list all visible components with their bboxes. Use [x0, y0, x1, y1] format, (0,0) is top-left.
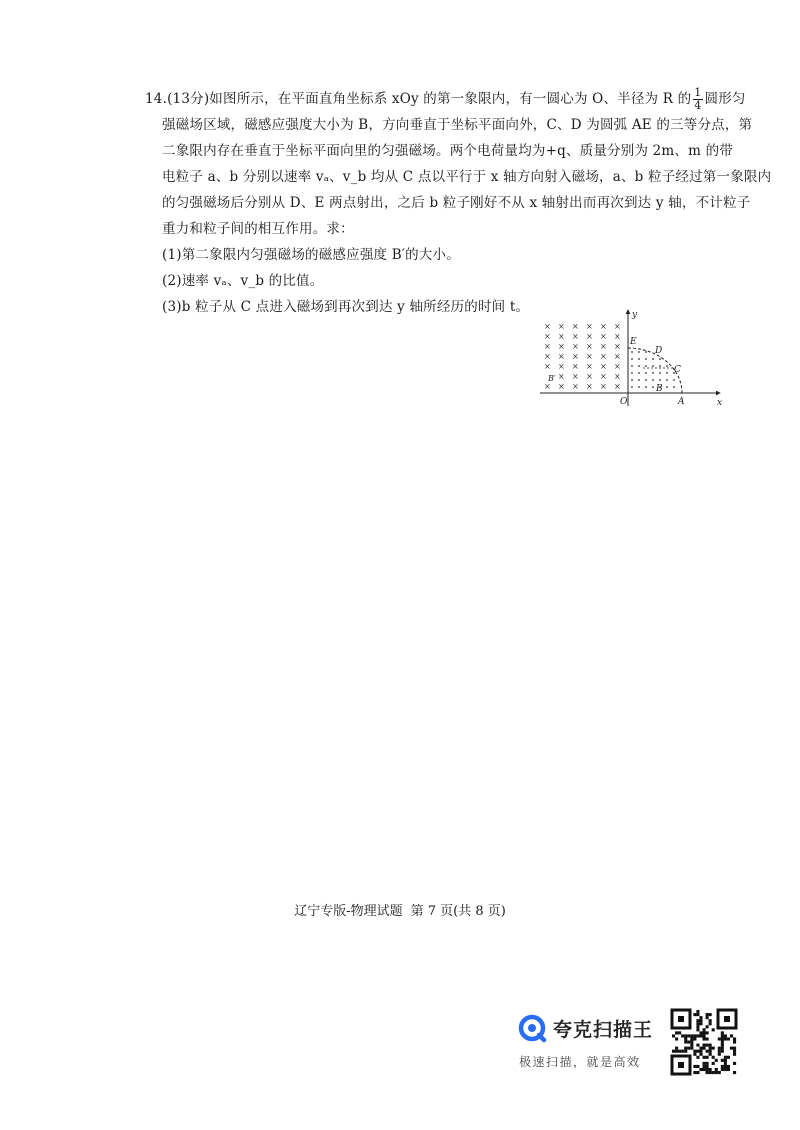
question-line-1: [145, 86, 746, 112]
qr-module: [718, 1050, 721, 1053]
question-part-3: (3)b 粒子从 C 点进入磁场到再次到达 y 轴所经历的时间 t。: [162, 299, 530, 315]
qr-module: [706, 1031, 709, 1034]
label-d: D: [655, 346, 663, 356]
qr-module: [721, 1059, 724, 1062]
qr-module: [733, 1071, 736, 1074]
field-dot-mark: [659, 365, 661, 367]
qr-module: [684, 1034, 687, 1037]
field-cross-mark: ×: [614, 322, 621, 331]
qr-module: [693, 1071, 696, 1074]
qr-module: [699, 1034, 702, 1037]
qr-module: [718, 1053, 721, 1056]
qr-module: [730, 1034, 733, 1037]
field-dot-mark: [652, 372, 654, 374]
field-dot-mark: [638, 351, 640, 353]
qr-module: [733, 1041, 736, 1044]
qr-module: [730, 1047, 733, 1050]
qr-module: [727, 1056, 730, 1059]
field-cross-mark: ×: [558, 342, 565, 351]
qr-module: [721, 1044, 724, 1047]
field-cross-mark: ×: [600, 332, 607, 341]
label-b-prime: B′: [548, 374, 556, 383]
qr-module: [696, 1028, 699, 1031]
qr-module: [706, 1044, 709, 1047]
field-dot-mark: [631, 379, 633, 381]
question-line-5: 的匀强磁场后分别从 D、E 两点射出，之后 b 粒子刚好不从 x 轴射出而再次到达 y 轴，不计粒子: [162, 195, 751, 211]
qr-module: [678, 1050, 681, 1053]
question-part-2: (2)速率 vₐ、v_b 的比值。: [162, 273, 324, 289]
label-b: B: [656, 384, 663, 394]
footer-subject: 辽宁专版-物理试题: [294, 904, 403, 919]
qr-module: [696, 1071, 699, 1074]
fraction-denominator: 4: [694, 99, 702, 112]
field-cross-mark: ×: [586, 342, 593, 351]
qr-module: [706, 1016, 709, 1019]
qr-module: [733, 1053, 736, 1056]
qr-code-icon: [670, 1008, 738, 1076]
label-x: x: [717, 398, 723, 408]
field-dot-mark: [666, 372, 668, 374]
qr-module: [706, 1062, 709, 1065]
qr-module: [681, 1034, 684, 1037]
field-dot-mark: [645, 351, 647, 353]
field-cross-mark: ×: [572, 332, 579, 341]
field-dot-mark: [673, 386, 675, 388]
qr-module: [721, 1050, 724, 1053]
qr-module: [703, 1044, 706, 1047]
qr-module: [690, 1041, 693, 1044]
field-cross-mark: ×: [558, 352, 565, 361]
field-cross-mark: ×: [558, 332, 565, 341]
field-cross-mark: ×: [614, 352, 621, 361]
field-cross-mark: ×: [614, 342, 621, 351]
field-dot-mark: [659, 372, 661, 374]
question-score: (13分): [167, 91, 210, 107]
magnetic-field-figure: [538, 306, 728, 410]
qr-module: [681, 1050, 684, 1053]
field-cross-mark: ×: [558, 372, 565, 381]
qr-module: [687, 1047, 690, 1050]
qr-module: [699, 1053, 702, 1056]
label-e: E: [630, 337, 637, 347]
field-dot-mark: [638, 372, 640, 374]
field-cross-mark: ×: [572, 362, 579, 371]
qr-module: [709, 1047, 712, 1050]
field-dot-mark: [652, 379, 654, 381]
field-dot-mark: [659, 379, 661, 381]
qr-module: [696, 1019, 699, 1022]
field-dot-mark: [631, 351, 633, 353]
qr-module: [703, 1056, 706, 1059]
field-dot-mark: [631, 372, 633, 374]
qr-module: [696, 1050, 699, 1053]
qr-module: [709, 1044, 712, 1047]
qr-module: [696, 1065, 699, 1068]
qr-module: [693, 1037, 696, 1040]
field-dot-mark: [652, 358, 654, 360]
qr-module: [715, 1068, 718, 1071]
qr-module: [675, 1031, 678, 1034]
qr-module: [699, 1031, 702, 1034]
field-dot-mark: [631, 358, 633, 360]
qr-module: [696, 1056, 699, 1059]
field-cross-mark: ×: [600, 342, 607, 351]
qr-module: [672, 1034, 675, 1037]
field-dot-mark: [666, 365, 668, 367]
qr-module: [693, 1034, 696, 1037]
question-part-1: (1)第二象限内匀强磁场的磁感应强度 B′的大小。: [162, 247, 460, 263]
field-cross-mark: ×: [544, 382, 551, 391]
qr-module: [693, 1065, 696, 1068]
qr-module: [709, 1071, 712, 1074]
qr-module: [709, 1013, 712, 1016]
qr-module: [696, 1022, 699, 1025]
field-dot-mark: [645, 379, 647, 381]
question-line-6: 重力和粒子间的相互作用。求：: [162, 221, 354, 237]
field-dot-mark: [631, 365, 633, 367]
field-dot-mark: [638, 386, 640, 388]
field-dot-mark: [631, 386, 633, 388]
qr-module: [690, 1034, 693, 1037]
field-cross-mark: ×: [572, 322, 579, 331]
field-cross-mark: ×: [572, 372, 579, 381]
field-dot-mark: [659, 358, 661, 360]
qr-module: [727, 1037, 730, 1040]
question-line-2: 强磁场区域，磁感应强度大小为 B，方向垂直于坐标平面向外，C、D 为圆弧 AE 的三等分点，第: [162, 117, 753, 133]
qr-module: [721, 1068, 724, 1071]
qr-module: [712, 1028, 715, 1031]
qr-module: [703, 1037, 706, 1040]
qr-module: [712, 1071, 715, 1074]
qr-module: [684, 1041, 687, 1044]
field-cross-mark: ×: [558, 322, 565, 331]
brand-name: 夸克扫描王: [553, 1019, 654, 1041]
field-cross-mark: ×: [586, 372, 593, 381]
qr-module: [733, 1062, 736, 1065]
qr-module: [684, 1037, 687, 1040]
qr-module: [690, 1047, 693, 1050]
field-dot-mark: [638, 358, 640, 360]
label-origin: O: [620, 397, 628, 407]
qr-module: [684, 1050, 687, 1053]
field-dot-mark: [673, 379, 675, 381]
field-cross-mark: ×: [544, 352, 551, 361]
qr-module: [687, 1041, 690, 1044]
field-dot-mark: [645, 372, 647, 374]
field-dot-mark: [666, 386, 668, 388]
qr-module: [712, 1056, 715, 1059]
field-cross-mark: ×: [572, 342, 579, 351]
qr-module: [709, 1068, 712, 1071]
qr-module: [703, 1034, 706, 1037]
fraction-numerator: 1: [694, 86, 702, 99]
field-cross-mark: ×: [600, 352, 607, 361]
qr-module: [675, 1050, 678, 1053]
qr-module: [709, 1050, 712, 1053]
field-dot-mark: [652, 386, 654, 388]
field-cross-mark: ×: [614, 332, 621, 341]
qr-module: [706, 1037, 709, 1040]
quark-logo-icon: [517, 1013, 547, 1043]
label-a: A: [678, 397, 685, 407]
qr-module: [675, 1037, 678, 1040]
field-cross-mark: ×: [600, 322, 607, 331]
footer-page-number: 第 7 页(共 8 页): [410, 904, 506, 919]
qr-module: [712, 1062, 715, 1065]
qr-module: [696, 1010, 699, 1013]
field-cross-mark: ×: [544, 322, 551, 331]
field-cross-mark: ×: [572, 352, 579, 361]
qr-module: [703, 1062, 706, 1065]
qr-module: [718, 1037, 721, 1040]
qr-module: [703, 1068, 706, 1071]
qr-module: [715, 1059, 718, 1062]
field-dot-mark: [666, 379, 668, 381]
field-cross-mark: ×: [558, 382, 565, 391]
label-y: y: [632, 310, 638, 320]
question-number: 14.: [145, 91, 168, 107]
field-dot-mark: [645, 358, 647, 360]
question-line-3: 二象限内存在垂直于坐标平面向里的匀强磁场。两个电荷量均为+q、质量分别为 2m、m 的带: [162, 143, 734, 159]
question-14: [145, 86, 772, 320]
qr-module: [721, 1037, 724, 1040]
qr-module: [693, 1050, 696, 1053]
field-cross-mark: ×: [600, 362, 607, 371]
qr-module: [687, 1034, 690, 1037]
qr-module: [721, 1031, 724, 1034]
qr-module: [706, 1050, 709, 1053]
qr-module: [706, 1071, 709, 1074]
qr-module: [721, 1034, 724, 1037]
field-cross-mark: ×: [614, 382, 621, 391]
qr-module: [733, 1037, 736, 1040]
page-footer: [0, 900, 800, 919]
question-line-4: 电粒子 a、b 分别以速率 vₐ、v_b 均从 C 点以平行于 x 轴方向射入磁场，a、b 粒子经过第一象限内: [162, 169, 772, 185]
qr-module: [672, 1050, 675, 1053]
qr-module: [724, 1056, 727, 1059]
field-dot-mark: [638, 365, 640, 367]
qr-module: [724, 1037, 727, 1040]
scanner-watermark: [517, 1013, 665, 1073]
qr-module: [678, 1031, 681, 1034]
qr-module: [721, 1065, 724, 1068]
qr-module: [699, 1068, 702, 1071]
qr-module: [724, 1068, 727, 1071]
field-dot-mark: [645, 386, 647, 388]
qr-module: [718, 1047, 721, 1050]
qr-module: [690, 1037, 693, 1040]
fraction-one-quarter: [693, 87, 702, 112]
qr-module: [724, 1059, 727, 1062]
field-dot-mark: [645, 365, 647, 367]
qr-module: [699, 1019, 702, 1022]
qr-module: [703, 1065, 706, 1068]
field-cross-mark: ×: [600, 382, 607, 391]
qr-module: [712, 1047, 715, 1050]
qr-module: [715, 1071, 718, 1074]
first-quadrant-field-dots: [631, 351, 675, 388]
field-cross-mark: ×: [586, 352, 593, 361]
qr-module: [675, 1047, 678, 1050]
field-cross-mark: ×: [558, 362, 565, 371]
field-dot-mark: [652, 365, 654, 367]
field-cross-mark: ×: [586, 332, 593, 341]
qr-module: [706, 1068, 709, 1071]
qr-module: [706, 1065, 709, 1068]
field-cross-mark: ×: [614, 372, 621, 381]
field-cross-mark: ×: [600, 372, 607, 381]
qr-module: [727, 1065, 730, 1068]
qr-module: [703, 1028, 706, 1031]
field-cross-mark: ×: [586, 362, 593, 371]
qr-module: [703, 1047, 706, 1050]
qr-module: [727, 1068, 730, 1071]
qr-module: [699, 1016, 702, 1019]
field-cross-mark: ×: [544, 362, 551, 371]
qr-module: [709, 1022, 712, 1025]
qr-module: [724, 1034, 727, 1037]
qr-module: [699, 1022, 702, 1025]
qr-module: [709, 1019, 712, 1022]
qr-module: [718, 1071, 721, 1074]
question-text-1b: 圆形匀: [704, 91, 746, 107]
field-cross-mark: ×: [544, 332, 551, 341]
qr-module: [693, 1053, 696, 1056]
qr-module: [696, 1013, 699, 1016]
qr-module: [696, 1034, 699, 1037]
qr-module: [724, 1062, 727, 1065]
label-c: C: [674, 365, 681, 375]
question-text-1a: 如图所示，在平面直角坐标系 xOy 的第一象限内，有一圆心为 O、半径为 R 的: [209, 91, 692, 107]
qr-module: [696, 1025, 699, 1028]
qr-module: [703, 1031, 706, 1034]
field-cross-mark: ×: [544, 342, 551, 351]
qr-module: [721, 1047, 724, 1050]
qr-module: [699, 1047, 702, 1050]
qr-module: [690, 1044, 693, 1047]
qr-module: [721, 1041, 724, 1044]
qr-module: [696, 1044, 699, 1047]
brand-slogan: 极速扫描，就是高效: [519, 1055, 641, 1069]
qr-module: [693, 1013, 696, 1016]
qr-module: [706, 1025, 709, 1028]
qr-module: [724, 1065, 727, 1068]
qr-module: [733, 1050, 736, 1053]
qr-module: [733, 1047, 736, 1050]
qr-module: [706, 1013, 709, 1016]
qr-module: [709, 1053, 712, 1056]
field-cross-mark: ×: [572, 382, 579, 391]
field-cross-mark: ×: [586, 382, 593, 391]
field-cross-mark: ×: [614, 362, 621, 371]
field-dot-mark: [638, 379, 640, 381]
field-cross-mark: ×: [586, 322, 593, 331]
qr-module: [706, 1056, 709, 1059]
qr-module: [684, 1047, 687, 1050]
qr-module: [699, 1050, 702, 1053]
